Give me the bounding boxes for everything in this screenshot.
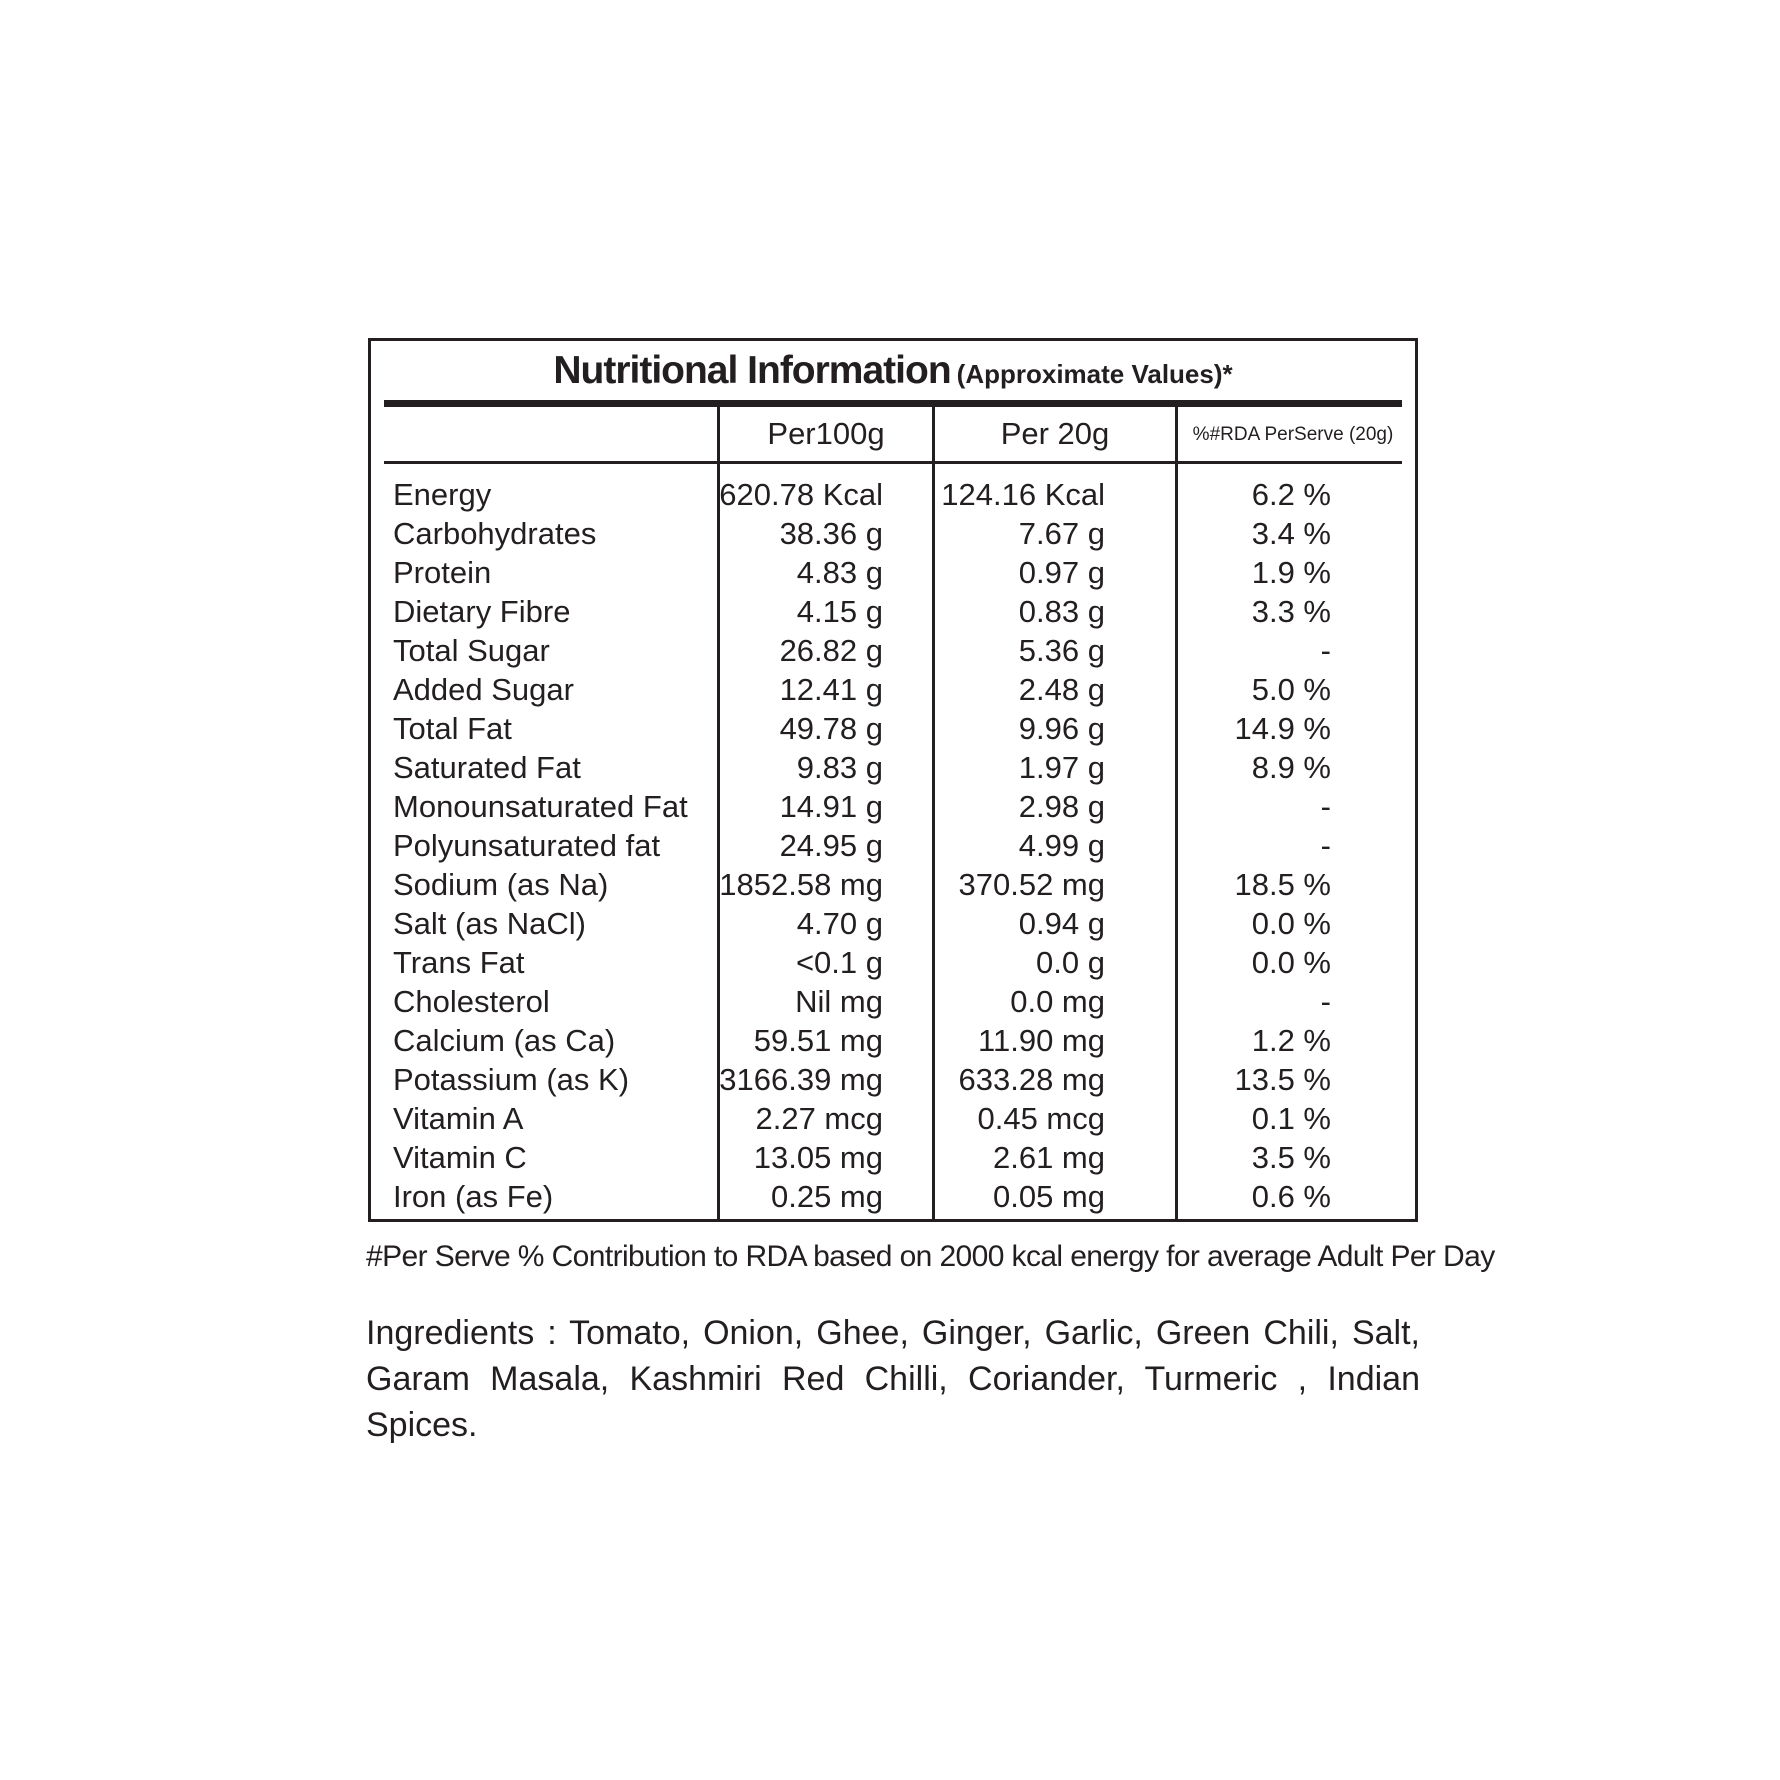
value-per20: 0.97 g	[1018, 555, 1105, 590]
nutrient-row	[371, 748, 1415, 787]
nutrient-row	[371, 904, 1415, 943]
nutrient-row	[371, 592, 1415, 631]
value-per20: 370.52 mg	[958, 867, 1105, 902]
value-rda: 0.1 %	[1251, 1101, 1331, 1136]
value-rda: 18.5 %	[1234, 867, 1331, 902]
nutrient-row	[371, 1138, 1415, 1177]
nutrient-row	[371, 1177, 1415, 1216]
value-rda: -	[1320, 828, 1331, 863]
value-per20: 2.48 g	[1018, 672, 1105, 707]
value-per20: 0.94 g	[1018, 906, 1105, 941]
nutrition-panel	[368, 338, 1418, 1222]
nutrient-rows	[371, 475, 1415, 1216]
value-per100: 26.82 g	[779, 633, 883, 668]
header-rda-line2: Serve (20g)	[1294, 423, 1394, 445]
nutrient-name: Dietary Fibre	[393, 594, 571, 629]
nutrient-name: Monounsaturated Fat	[393, 789, 688, 824]
value-per100: 38.36 g	[779, 516, 883, 551]
nutrient-row	[371, 787, 1415, 826]
value-per20: 633.28 mg	[958, 1062, 1105, 1097]
value-per100: 13.05 mg	[753, 1140, 883, 1175]
value-per100: 4.15 g	[796, 594, 883, 629]
nutrient-row	[371, 1060, 1415, 1099]
header-divider	[384, 461, 1402, 464]
nutrient-name: Total Fat	[393, 711, 512, 746]
ingredients-line: Ingredients : Tomato, Onion, Ghee, Ginger, Garlic, Green Chili, Salt,	[366, 1314, 1420, 1352]
value-rda: 5.0 %	[1251, 672, 1331, 707]
value-per20: 0.83 g	[1018, 594, 1105, 629]
nutrient-name: Total Sugar	[393, 633, 550, 668]
nutrient-name: Vitamin A	[393, 1101, 524, 1136]
value-per20: 2.98 g	[1018, 789, 1105, 824]
nutrient-row	[371, 475, 1415, 514]
nutrient-name: Polyunsaturated fat	[393, 828, 661, 863]
nutrient-name: Vitamin C	[393, 1140, 527, 1175]
value-per100: 4.83 g	[796, 555, 883, 590]
value-per100: 12.41 g	[779, 672, 883, 707]
value-per100: 9.83 g	[796, 750, 883, 785]
value-rda: 0.0 %	[1251, 906, 1331, 941]
value-rda: 3.5 %	[1251, 1140, 1331, 1175]
nutrient-row	[371, 826, 1415, 865]
nutrient-name: Salt (as NaCl)	[393, 906, 586, 941]
value-per20: 124.16 Kcal	[941, 477, 1105, 512]
value-per20: 0.0 g	[1036, 945, 1105, 980]
nutrient-name: Saturated Fat	[393, 750, 581, 785]
value-per20: 1.97 g	[1018, 750, 1105, 785]
rda-footnote: #Per Serve % Contribution to RDA based on 2000 kcal energy for average Adult Per Day	[366, 1240, 1495, 1273]
nutrient-row	[371, 709, 1415, 748]
nutrient-name: Sodium (as Na)	[393, 867, 609, 902]
nutrient-row	[371, 514, 1415, 553]
nutrient-name: Carbohydrates	[393, 516, 597, 551]
value-rda: 3.3 %	[1251, 594, 1331, 629]
value-per100: 4.70 g	[796, 906, 883, 941]
value-per100: 49.78 g	[779, 711, 883, 746]
nutrient-row	[371, 865, 1415, 904]
nutrient-row	[371, 982, 1415, 1021]
nutrient-row	[371, 631, 1415, 670]
header-per100: Per100g	[767, 416, 885, 451]
value-per20: 4.99 g	[1018, 828, 1105, 863]
value-per100: Nil mg	[795, 984, 883, 1019]
nutrient-name: Calcium (as Ca)	[393, 1023, 616, 1058]
nutrient-name: Added Sugar	[393, 672, 574, 707]
nutrient-row	[371, 553, 1415, 592]
ingredients-text	[366, 1310, 1420, 1448]
value-per20: 5.36 g	[1018, 633, 1105, 668]
nutrient-row	[371, 1021, 1415, 1060]
nutrient-row	[371, 943, 1415, 982]
header-rda	[1178, 407, 1408, 461]
nutrient-name: Cholesterol	[393, 984, 550, 1019]
value-per100: <0.1 g	[795, 945, 883, 980]
ingredients-line: Garam Masala, Kashmiri Red Chilli, Coriander, Turmeric , Indian Spices.	[366, 1360, 1420, 1444]
value-per100: 1852.58 mg	[719, 867, 883, 902]
nutrient-row	[371, 670, 1415, 709]
nutrient-name: Protein	[393, 555, 492, 590]
value-per20: 0.05 mg	[992, 1179, 1105, 1214]
title-divider	[384, 400, 1402, 407]
header-rda-line1: %#RDA Per	[1192, 423, 1295, 445]
value-per100: 24.95 g	[779, 828, 883, 863]
value-per100: 2.27 mcg	[755, 1101, 883, 1136]
value-per100: 14.91 g	[779, 789, 883, 824]
panel-title: Nutritional Information	[553, 349, 951, 392]
value-per100: 3166.39 mg	[719, 1062, 883, 1097]
value-per20: 11.90 mg	[978, 1023, 1105, 1058]
value-per20: 9.96 g	[1018, 711, 1105, 746]
nutrient-name: Potassium (as K)	[393, 1062, 630, 1097]
value-rda: 3.4 %	[1251, 516, 1331, 551]
value-rda: 0.6 %	[1251, 1179, 1331, 1214]
value-rda: -	[1320, 984, 1331, 1019]
panel-title-row	[371, 349, 1415, 399]
value-per100: 0.25 mg	[770, 1179, 883, 1214]
value-per20: 0.0 mg	[1010, 984, 1105, 1019]
value-per100: 620.78 Kcal	[719, 477, 883, 512]
value-rda: 14.9 %	[1234, 711, 1331, 746]
nutrient-name: Iron (as Fe)	[393, 1179, 554, 1214]
value-rda: 8.9 %	[1251, 750, 1331, 785]
nutrient-name: Trans Fat	[393, 945, 525, 980]
value-per100: 59.51 mg	[753, 1023, 883, 1058]
value-rda: 6.2 %	[1251, 477, 1331, 512]
nutrient-name: Energy	[393, 477, 492, 512]
value-per20: 2.61 mg	[992, 1140, 1105, 1175]
value-rda: -	[1320, 789, 1331, 824]
nutrient-row	[371, 1099, 1415, 1138]
value-rda: 13.5 %	[1234, 1062, 1331, 1097]
value-per20: 7.67 g	[1018, 516, 1105, 551]
value-rda: 0.0 %	[1251, 945, 1331, 980]
value-per20: 0.45 mcg	[977, 1101, 1105, 1136]
value-rda: 1.2 %	[1251, 1023, 1331, 1058]
header-per20: Per 20g	[1000, 416, 1110, 451]
panel-subtitle: (Approximate Values)*	[956, 359, 1233, 389]
value-rda: -	[1320, 633, 1331, 668]
value-rda: 1.9 %	[1251, 555, 1331, 590]
